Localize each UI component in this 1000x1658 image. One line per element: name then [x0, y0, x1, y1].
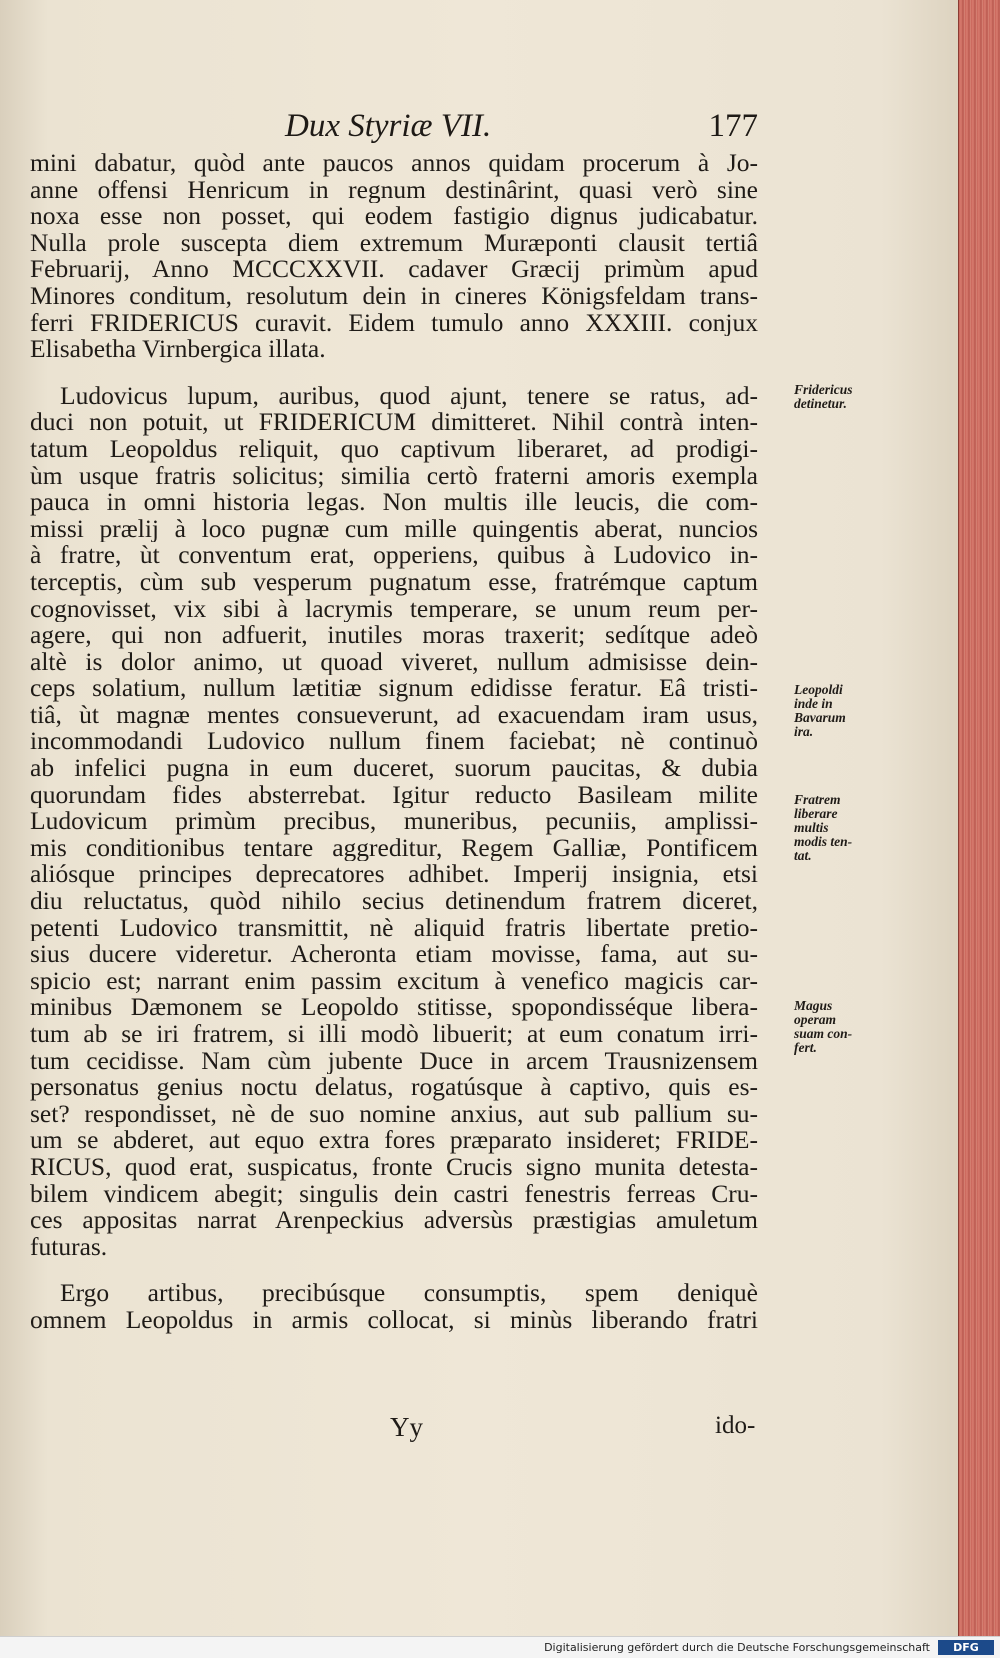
text-line: Februarij, Anno MCCCXXVII. cadaver Græcij primùm apud: [30, 256, 758, 283]
text-line: Elisabetha Virnbergica illata.: [30, 336, 326, 363]
text-line: RICUS, quod erat, suspicatus, fronte Crucis signo munita detesta-: [30, 1153, 758, 1181]
text-line: ces appositas narrat Arenpeckius adversùs præstigias amuletum: [30, 1207, 758, 1234]
margin-note-line: fert.: [794, 1040, 817, 1055]
text-line: incommodandi Ludovico nullum finem faciebat; nè continuò: [30, 728, 758, 756]
text-line: set? respondisset, nè de suo nomine anxius, aut sub pallium su-: [30, 1100, 758, 1128]
running-head: [30, 108, 758, 148]
margin-note-line: Bavarum: [794, 710, 846, 725]
text-line: tiâ, ùt magnæ mentes consueverunt, ad exacuendam iram usus,: [30, 701, 758, 729]
text-line: personatus genius noctu delatus, rogatúsque à captivo, quis es-: [30, 1074, 758, 1101]
text-line: mini dabatur, quòd ante paucos annos quidam procerum à Jo-: [30, 150, 758, 177]
text-line: anne offensi Henricum in regnum destinârint, quasi verò sine: [30, 176, 758, 204]
page-edge-red: [958, 0, 1000, 1636]
text-line: quorundam fides absterrebat. Igitur reducto Basileam milite: [30, 781, 758, 809]
text-line: altè is dolor animo, ut quoad viveret, nullum admisisse dein-: [30, 648, 758, 676]
text-line: Ergo artibus, precibúsque consumptis, spem deniquè: [60, 1280, 758, 1307]
margin-note-line: modis ten-: [794, 834, 853, 849]
text-line: cognovisset, vix sibi à lacrymis temperare, se unum reum per-: [30, 595, 758, 623]
margin-note-line: tat.: [794, 848, 812, 863]
text-line: noxa esse non posset, qui eodem fastigio dignus judicabatur.: [30, 203, 758, 230]
text-line: Minores conditum, resolutum dein in cineres Königsfeldam trans-: [30, 282, 758, 310]
text-line: à fratre, ùt conventum erat, opperiens, quibus à Ludovico in-: [30, 542, 758, 569]
text-line: tum ab se iri fratrem, si illi modò libuerit; at eum conatum irri-: [30, 1021, 758, 1048]
text-line: duci non potuit, ut FRIDERICUM dimitteret. Nihil contrà inten-: [30, 409, 758, 436]
text-lines: [30, 150, 758, 1334]
margin-note-line: Magus: [794, 998, 833, 1013]
text-line: diu reluctatus, quòd nihilo secius detinendum fratrem diceret,: [30, 888, 758, 915]
margin-note-line: ira.: [794, 724, 814, 739]
margin-note-line: Leopoldi: [794, 682, 843, 697]
paragraph-gap: [30, 363, 758, 383]
text-line: mis conditionibus tentare aggreditur, Regem Galliæ, Pontificem: [30, 834, 758, 862]
text-line: bilem vindicem abegit; singulis dein castri fenestris ferreas Cru-: [30, 1180, 758, 1208]
body-text: [30, 150, 853, 1334]
text-line: minibus Dæmonem se Leopoldo stitisse, spopondisséque libera-: [30, 994, 758, 1021]
text-line: terceptis, cùm sub vesperum pugnatum esse, fratrémque captum: [30, 568, 758, 596]
running-title: Dux Styriæ VII.: [285, 108, 492, 144]
text-line: spicio est; narrant enim passim excitum à venefico magicis car-: [30, 967, 758, 995]
text-line: tatum Leopoldus reliquit, quo captivum liberaret, ad prodigi-: [30, 435, 758, 463]
text-line: sius ducere videretur. Acheronta etiam movisse, fama, aut su-: [30, 941, 758, 968]
margin-note-line: operam: [794, 1012, 836, 1027]
text-line: omnem Leopoldus in armis collocat, si minùs liberando fratri: [30, 1306, 758, 1334]
margin-note-line: detinetur.: [794, 396, 847, 411]
signature-mark: Yy: [390, 1412, 423, 1442]
text-line: tum cecidisse. Nam cùm jubente Duce in arcem Trausnizensem: [30, 1047, 758, 1075]
text-line: ab infelici pugna in eum duceret, suorum paucitas, & dubia: [30, 755, 758, 782]
text-line: Nulla prole suscepta diem extremum Muræponti clausit tertiâ: [30, 229, 758, 257]
margin-note-line: suam con-: [794, 1026, 853, 1041]
text-line: pauca in omni historia legas. Non multis ille leucis, die com-: [30, 489, 758, 516]
margin-note-line: Fridericus: [794, 382, 853, 397]
text-line: petenti Ludovico transmittit, nè aliquid fratris libertate pretio-: [30, 914, 758, 942]
catchword: ido-: [715, 1412, 756, 1439]
text-line: Ludovicum primùm precibus, muneribus, pecuniis, amplissi-: [30, 808, 758, 835]
dfg-logo: DFG: [938, 1640, 994, 1655]
text-line: um se abderet, aut equo extra fores præparato insideret; FRIDE-: [30, 1127, 758, 1154]
digitization-footer: [0, 1636, 1000, 1658]
margin-note-line: inde in: [794, 696, 833, 711]
text-line: aliósque principes deprecatores adhibet. Imperij insignia, etsi: [30, 861, 758, 889]
text-line: Ludovicus lupum, auribus, quod ajunt, tenere se ratus, ad-: [60, 382, 758, 410]
margin-note-line: liberare: [794, 806, 838, 821]
margin-note-line: Fratrem: [794, 792, 841, 807]
page-number: 177: [708, 108, 758, 144]
text-line: ùm usque fratris solicitus; similia certò fraterni amoris exempla: [30, 462, 758, 490]
text-line: ceps solatium, nullum lætitiæ signum edidisse feratur. Eâ tristi-: [30, 675, 758, 702]
paragraph-gap: [30, 1260, 758, 1280]
text-line: ferri FRIDERICUS curavit. Eidem tumulo anno XXXIII. conjux: [30, 309, 758, 337]
text-line: agere, qui non adfuerit, inutiles moras traxerit; sedítque adeò: [30, 622, 758, 649]
margin-notes: [790, 150, 890, 1550]
digitization-credit: Digitalisierung gefördert durch die Deutsche Forschungsgemeinschaft: [544, 1641, 930, 1654]
text-line: missi prælij à loco pugnæ cum mille quingentis aberat, nuncios: [30, 515, 758, 543]
margin-note-line: multis: [794, 820, 829, 835]
text-line: futuras.: [30, 1233, 108, 1261]
